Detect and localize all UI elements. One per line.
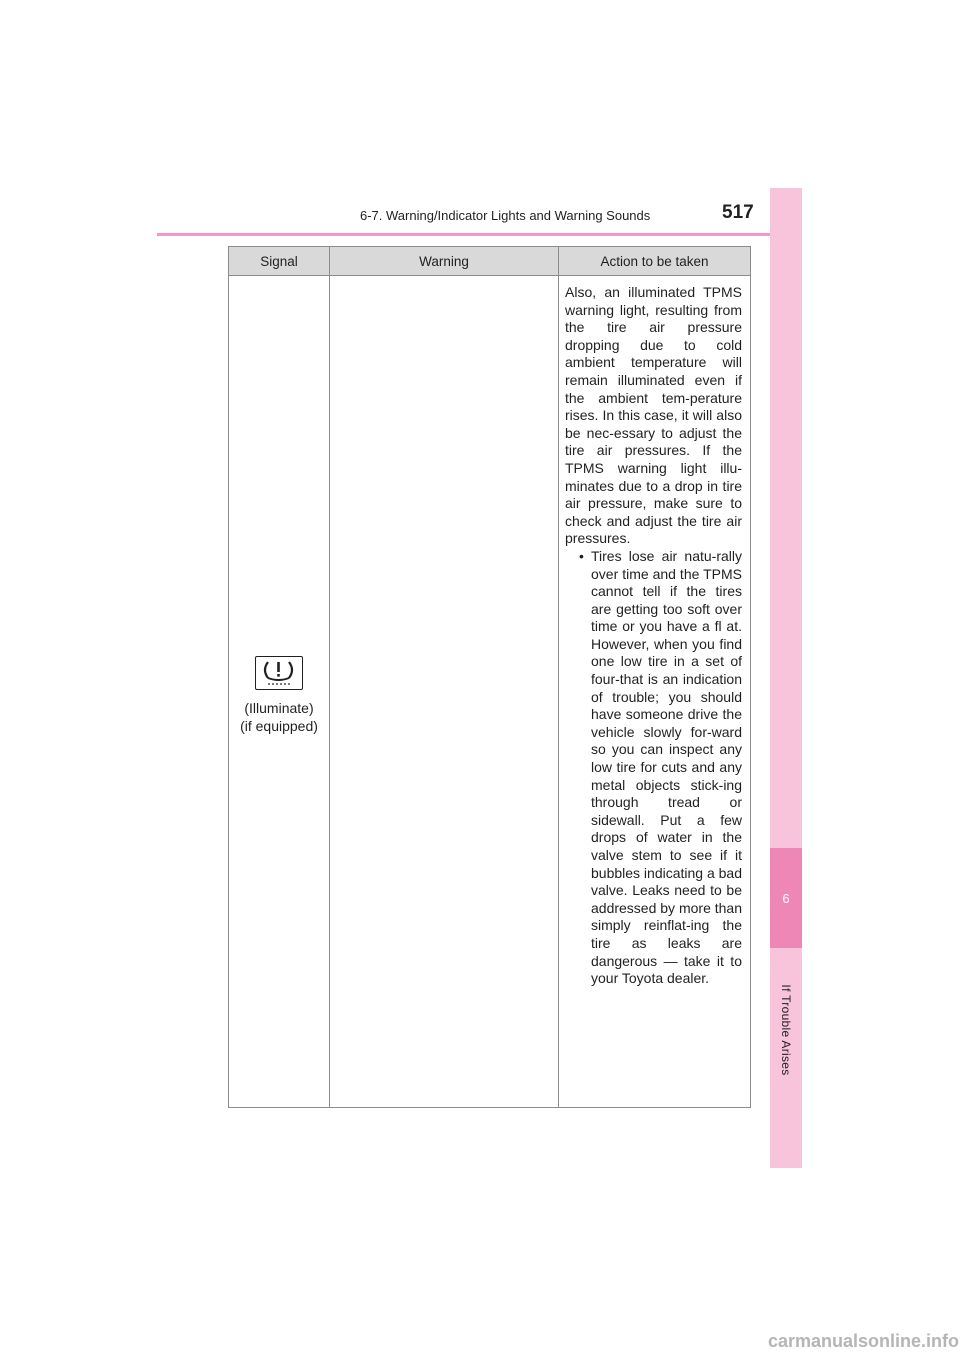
action-bullet	[565, 548, 742, 988]
table-row	[229, 276, 751, 1108]
warning-cell	[330, 276, 559, 1108]
signal-cell	[229, 276, 330, 1108]
header-warning: Warning	[330, 247, 559, 276]
action-cell	[559, 276, 751, 1108]
watermark: carmanualsonline.info	[768, 1331, 960, 1351]
header-action: Action to be taken	[559, 247, 751, 276]
chapter-side-tab	[770, 188, 802, 1168]
bullet-mark: •	[579, 547, 584, 564]
chapter-number: 6	[770, 848, 802, 948]
header-signal: Signal	[229, 247, 330, 276]
bullet-text: Tires lose air natu-rally over time and the TPMS cannot tell if the tires are getting too soft over time or you have a fl at. However, when you find one low tire in a set of four-that is an indication of trouble; you should have someone drive the vehicle slowly for-ward so you can inspect any low tire for cuts and any metal objects stick-ing through tread or sidewall. Put a few drops of water in the valve stem to see if it bubbles indicating a bad valve. Leaks need to be addressed by more than simply reinflat-ing the tire as leaks are dangerous — take it to your Toyota dealer.	[591, 547, 743, 987]
chapter-title: If Trouble Arises	[779, 984, 793, 1076]
warning-light-table	[228, 246, 751, 1108]
table-header-row	[229, 247, 751, 276]
page-number: 517	[722, 202, 754, 223]
header-rule	[157, 233, 802, 236]
signal-illuminate-label: (Illuminate)	[244, 700, 314, 716]
section-title: 6-7. Warning/Indicator Lights and Warning Sounds	[360, 208, 651, 223]
action-paragraph: Also, an illuminated TPMS warning light, resulting from the tire air pressure dropping due to cold ambient temperature will remain illuminated even if the ambient tem-perature rises. In this case, it will also be nec-essary to adjust the tire air pressures. If the TPMS warning light illu-minates due to a drop in tire air pressure, make sure to check and adjust the tire air pressures.	[565, 284, 742, 547]
tire-pressure-warning-icon	[255, 656, 303, 690]
signal-equipped-label: (if equipped)	[240, 718, 318, 734]
